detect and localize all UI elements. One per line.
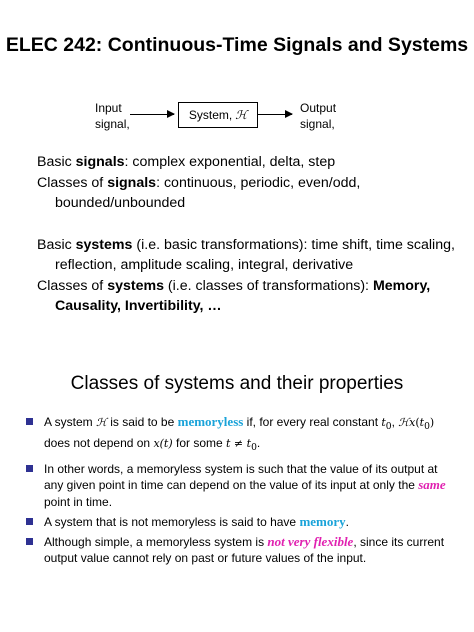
math-paren: ) [429,416,435,429]
classes-systems-line [37,276,457,317]
systems-keyword: systems [107,277,164,294]
math-paren: ( [415,416,420,429]
text: In other words, a memoryless system is such that the value of its output at any given point in time can depend on the value of its input at only the [44,461,438,493]
text: . [256,436,261,451]
math-x-of-t: x(t) [153,437,173,451]
math-system-symbol: ℋ [96,416,107,429]
basic-signals-prefix: Basic [37,154,76,170]
input-label-line-2: signal, [95,117,130,131]
output-label-line-2: signal, [300,117,335,131]
list-item [26,414,446,457]
list-item [26,461,446,510]
bullet-square-icon [26,465,33,472]
bullet-square-icon [26,518,33,525]
signals-keyword: signals [107,174,157,191]
text: for some [172,436,227,451]
list-item [26,514,446,530]
overview-section [37,152,457,317]
input-signal-label [95,100,130,132]
math-t-neq-t0 [226,437,257,454]
classes-systems-prefix: Classes of [37,277,108,294]
systems-keyword: systems [75,236,133,253]
text: , since its current output value cannot rely on past or future values of the input. [44,535,445,566]
keyword-not-very-flexible: not very flexible [267,534,354,550]
math-var: t ≠ t [226,437,252,451]
text: A system that is not memoryless is said to have [44,514,300,529]
math-var: t [419,416,425,429]
math-subscript: 0 [385,421,392,433]
keyword-same: same [418,477,446,493]
page-title: ELEC 242: Continuous-Time Signals and Systems [5,34,469,56]
output-arrow [258,114,292,115]
text: . [345,514,349,529]
input-label-line-1: Input [95,101,122,115]
basic-systems-prefix: Basic [37,236,76,253]
math-var: t [381,416,386,429]
text: , [391,415,399,429]
system-block-diagram [0,96,474,140]
classes-signals-text: : continuous, periodic, even/odd, bounded/unbounded [55,174,361,211]
properties-bullet-list [26,414,446,571]
basic-signals-text: : complex exponential, delta, step [124,154,336,170]
text: is said to be [106,415,178,429]
text: point in time. [44,494,113,509]
classes-systems-text: (i.e. classes of transformations): [163,277,373,294]
text: if, for every real constant [243,415,382,429]
text: does not depend on [44,436,154,451]
system-symbol: ℋ [235,108,248,122]
list-item [26,534,446,567]
system-box-label: System, [188,108,233,122]
basic-systems-text: (i.e. basic transformations): time shift, time scaling, reflection, amplitude scaling, integral, derivative [55,236,455,273]
math-hx-t0 [398,416,435,433]
output-label-line-1: Output [300,101,337,115]
bullet-square-icon [26,418,33,425]
input-arrow [130,114,174,115]
classes-signals-line [37,173,457,214]
basic-signals-line [37,152,457,173]
system-box [178,102,258,128]
math-subscript: 0 [424,421,430,433]
section-subtitle: Classes of systems and their properties [70,373,404,394]
bullet-square-icon [26,538,33,545]
math-var: ℋx [398,416,416,429]
output-signal-label [300,100,336,132]
math-t0 [381,416,392,433]
signals-keyword: signals [75,154,125,170]
math-subscript: 0 [251,442,257,454]
classes-signals-prefix: Classes of [37,174,108,191]
text: A system [44,415,97,429]
keyword-memory: memory [299,513,346,529]
text: Although simple, a memoryless system is [44,535,268,550]
basic-systems-line [37,235,457,276]
system-classes-list: Memory, Causality, Invertibility, … [55,277,431,314]
keyword-memoryless: memoryless [177,414,244,429]
